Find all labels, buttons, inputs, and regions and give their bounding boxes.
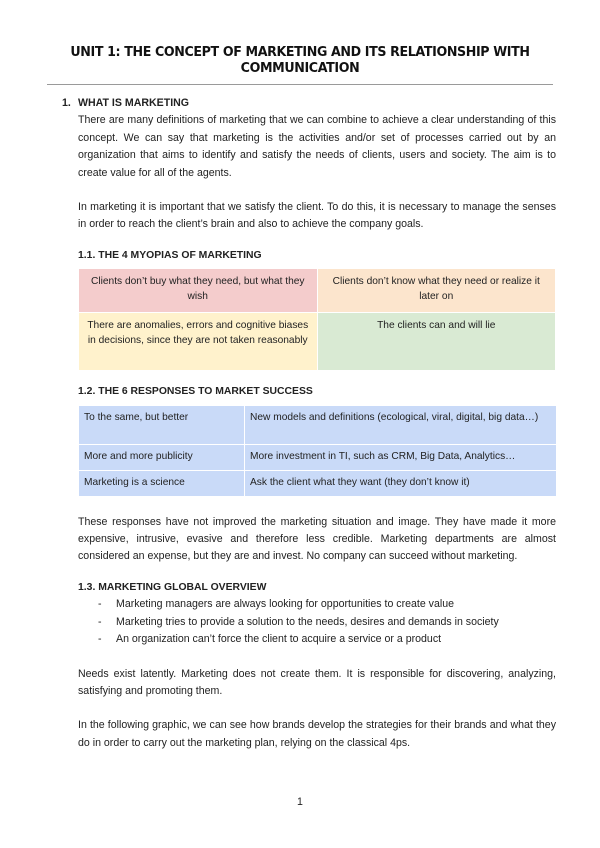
list-item xyxy=(78,596,556,613)
paragraph-definition: There are many definitions of marketing that we can combine to achieve a clear understanding of this concept. We can say that marketing is the activities and/or set of processes carried out by an organization that aims to identify and satisfy the needs of clients, users and society. The aim is to create value for all of the agents. xyxy=(78,114,556,179)
response-right-cell: More investment in TI, such as CRM, Big Data, Analytics… xyxy=(245,444,557,470)
document-body xyxy=(62,95,556,752)
list-item xyxy=(78,614,556,631)
myopia-cell-4: The clients can and will lie xyxy=(317,313,556,371)
myopia-cell-1: Clients don’t buy what they need, but what they wish xyxy=(79,269,318,313)
response-left-cell: To the same, but better xyxy=(79,405,245,444)
response-right-cell: New models and definitions (ecological, viral, digital, big data…) xyxy=(245,405,557,444)
list-item-text: An organization can’t force the client to acquire a service or a product xyxy=(116,633,442,646)
response-left-cell: More and more publicity xyxy=(79,444,245,470)
overview-list xyxy=(78,596,556,648)
page-number: 1 xyxy=(297,796,303,808)
page-title: UNIT 1: THE CONCEPT OF MARKETING AND ITS RELATIONSHIP WITH COMMUNICATION xyxy=(70,44,530,76)
section-heading-text: WHAT IS MARKETING xyxy=(78,97,190,109)
table-row xyxy=(79,444,557,470)
subheading-myopias: 1.1. THE 4 MYOPIAS OF MARKETING xyxy=(78,249,262,261)
section-number: 1. xyxy=(62,97,71,109)
paragraph-responses: These responses have not improved the marketing situation and image. They have made it more expensive, intrusive, evasive and therefore less credible. Marketing departments are almost considered an expense, but they are and invest. No company can succeed without marketing. xyxy=(78,515,556,563)
list-item-text: Marketing managers are always looking for opportunities to create value xyxy=(116,598,455,611)
paragraph-needs: Needs exist latently. Marketing does not create them. It is responsible for discovering, analyzing, satisfying and promoting them. xyxy=(78,667,556,697)
subheading-responses: 1.2. THE 6 RESPONSES TO MARKET SUCCESS xyxy=(78,386,313,398)
list-item-text: Marketing tries to provide a solution to the needs, desires and demands in society xyxy=(116,615,499,628)
section-heading-what-is-marketing xyxy=(62,95,556,112)
paragraph-satisfy-client: In marketing it is important that we satisfy the client. To do this, it is necessary to manage the senses in order to reach the client’s brain and also to achieve the company goals. xyxy=(78,201,556,231)
responses-table xyxy=(78,405,557,497)
subheading-overview: 1.3. MARKETING GLOBAL OVERVIEW xyxy=(78,581,267,593)
list-item xyxy=(78,631,556,648)
myopias-table xyxy=(78,268,556,371)
table-row xyxy=(79,470,557,496)
title-divider xyxy=(47,84,553,85)
dash-bullet: - xyxy=(98,633,102,646)
table-row xyxy=(79,405,557,444)
dash-bullet: - xyxy=(98,598,102,611)
paragraph-graphic-intro: In the following graphic, we can see how brands develop the strategies for their brands and what they do in order to carry out the marketing plan, relying on the classical 4ps. xyxy=(78,719,556,749)
myopia-cell-3: There are anomalies, errors and cognitive biases in decisions, since they are not taken reasonably xyxy=(79,313,318,371)
myopia-cell-2: Clients don’t know what they need or realize it later on xyxy=(317,269,556,313)
response-right-cell: Ask the client what they want (they don’t know it) xyxy=(245,470,557,496)
response-left-cell: Marketing is a science xyxy=(79,470,245,496)
dash-bullet: - xyxy=(98,615,102,628)
